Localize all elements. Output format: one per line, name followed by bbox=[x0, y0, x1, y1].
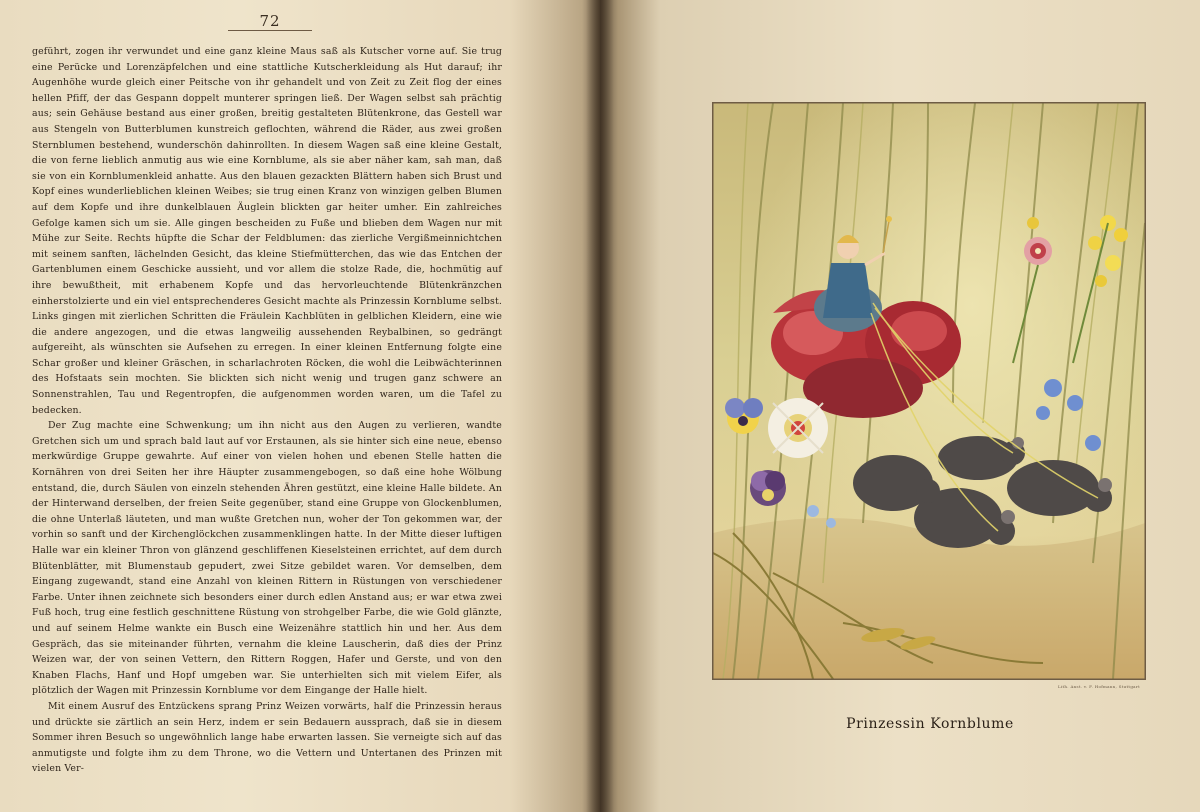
plate-artwork bbox=[713, 103, 1145, 679]
paragraph: Mit einem Ausruf des Entzückens sprang Prinz Weizen vorwärts, half die Prinzessin heraus und drückte sie zärtlich an sein Herz, indem er sein Bedauern aussprach, daß sie in diesem Sommer ihren Besuch so ungewöhnlich lange habe erwarten lassen. Sie verneigte sich auf das anmutigste und folgte ihm zu dem Throne, wo die Vettern und Untertanen des Prinzen mit vielen Ver- bbox=[32, 700, 502, 775]
plate-caption: Prinzessin Kornblume bbox=[846, 716, 1014, 732]
white-narcissus bbox=[768, 398, 828, 458]
page-number-rule bbox=[228, 30, 312, 31]
paragraph: Der Zug machte eine Schwenkung; um ihn nicht aus den Augen zu verlieren, wandte Gretchen sich um und sprach bald laut auf vor Erstaunen, als sie hinter sich eine neue, ebenso merkwürdige Gruppe gewahrte. Auf einer von vielen hohen und ebenen Stelle hatten die Kornähren von drei Seiten her ihre Häupter zusammengebogen, so daß eine hohe Wölbung entstand, die, durch Säulen von einzeln stehenden Ähren gestützt, eine kleine Halle bildete. An der Hinterwand derselben, der freien Seite gegenüber, stand eine Gruppe von Glockenblumen, die ohne Unterlaß läuteten, und man wußte Gretchen nun, woher der Ton gekommen war, der vorhin so sanft und der Kirchenglöckchen zusammenklingen hatte. In der Mitte dieser luftigen Halle war ein kleiner Thron von glänzend geschliffenen Kieselsteinen errichtet, auf dem durch Blütenblätter, mit Blumenstaub gepudert, zwei Sitze gebildet waren. Vor demselben, dem Eingang zugewandt, stand eine Anzahl von kleinen Rittern in Rüstungen von verschiedener Farbe. Unter ihnen zeichnete sich besonders einer durch edlen Anstand aus; er war etwa zwei Fuß hoch, trug eine festlich geschnittene Rüstung von strohgelber Farbe, die wie Gold glänzte, und auf seinem Helme wankte ein Busch eine Weizenähre stattlich hin und her. Aus dem Gespräch, das sie miteinander führten, vernahm die kleine Lauscherin, daß dies der Prinz Weizen war, der von seinen Vettern, den Rittern Roggen, Hafer und Gerste, und von den Knaben Flachs, Hanf und Hopf umgeben war. Sie unterhielten sich mit vielem Eifer, als plötzlich der Wagen mit Prinzessin Kornblume vor dem Eingange der Halle hielt. bbox=[32, 420, 502, 697]
plate-imprint: Lith. Anst. v. F. Hofmann, Stuttgart bbox=[1057, 684, 1140, 689]
body-text-column bbox=[32, 44, 502, 777]
color-plate-illustration bbox=[712, 102, 1146, 680]
paragraph: geführt, zogen ihr verwundet und eine ganz kleine Maus saß als Kutscher vorne auf. Sie trug eine Perücke und Lorenzäpfelchen und eine stattliche Kutscherkleidung als Hut darauf; ihr Augenhöhe wurde gleich einer Peitsche von ihr gehandelt und von Zeit zu Zeit flog der eines hellen Pfiff, der das Gespann doppelt munterer springen ließ. Der Wagen selbst sah prächtig aus; sein Gehäuse bestand aus einer großen, breitig gestalteten Blütenkrone, das Gestell war aus Stengeln von Butterblumen kunstreich geflochten, während die Räder, aus zwei großen Sternblumen bestehend, wunderschön dahinrollten. In diesem Wagen saß eine kleine Gestalt, die von ferne lieblich anmutig aus wie eine Kornblume, als sie aber näher kam, sah man, daß sie von ein Kornblumenkleid anhatte. Aus den blauen gezackten Blättern haben sich Brust und Kopf eines wunderlieblichen kleinen Weibes; sie trug einen Kranz von winzigen gelben Blumen auf dem Kopfe und ihre dunkelblauen Äuglein blickten gar heiter umher. Ein zahlreiches Gefolge kamen sich um sie. Alle gingen bescheiden zu Fuße und blieben dem Wagen nur mit Mühe zur Seite. Rechts hüpfte die Schar der Feldblumen: das zierliche Vergißmeinnichtchen mit seinem sanften, lächelnden Gesicht, das kleine Stiefmütterchen, das wie das Entchen der Gartenblumen einem Geschicke aussieht, und vor allem die stolze Rade, die, hochmütig auf ihre bewußtheit, mit erhabenem Kopfe und das hervorleuchtende Blütenkränzchen einherstolzierte und ein viel entsprechenderes Gesicht machte als Prinzessin Kornblume selbst. Links gingen mit zierlichen Schritten die Fräulein Kachblüten in gelblichen Kleidern, eine wie die andere angezogen, und die etwas langweilig aussehenden Reybalbinen, so gedrängt aufgereiht, als wünschten sie Aufsehen zu erregen. In einer kleinen Entfernung folgte eine Schar großer und kleiner Gräschen, in scharlachroten Röcken, die wohl die Leibwächterinnen des Hofstaats sein mochten. Sie blickten sich nicht wenig und trugen ganz schwere an Sonnenstrahlen, Tau und Regentropfen, die aufgenommen worden waren, um die Tafel zu bedecken. bbox=[32, 46, 502, 416]
book-gutter bbox=[586, 0, 614, 812]
page-number: 72 bbox=[259, 12, 281, 30]
